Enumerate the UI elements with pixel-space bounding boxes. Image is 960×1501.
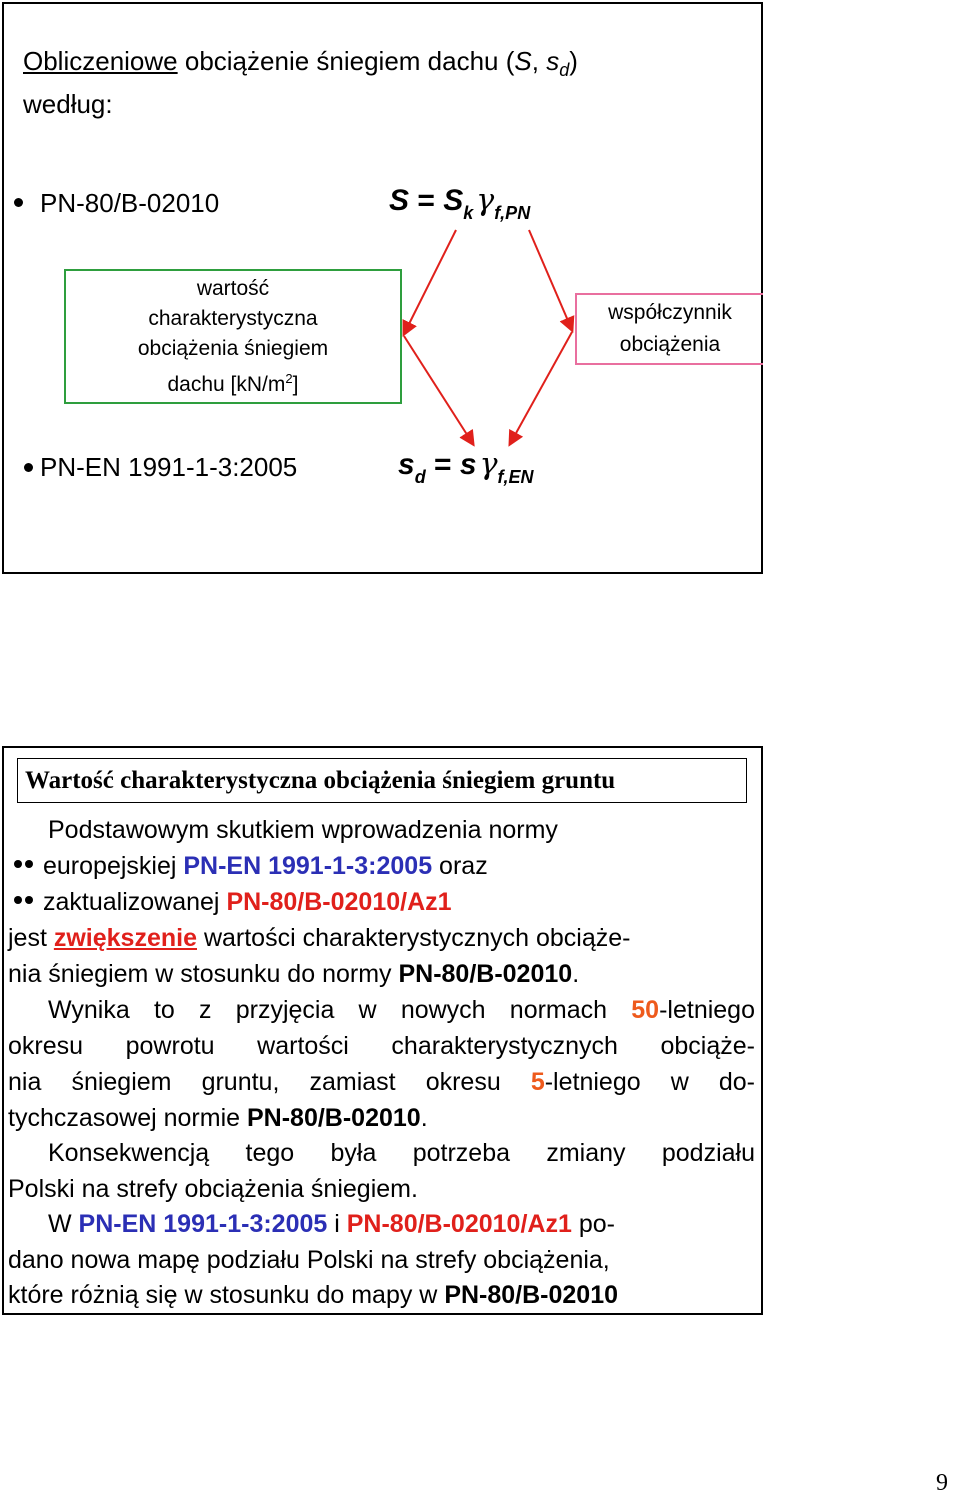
characteristic-value-box: [64, 269, 402, 404]
return-period-50: 50: [631, 996, 660, 1024]
title-text: obciążenie śniegiem dachu (: [177, 46, 515, 76]
p1-line-5: [8, 956, 579, 992]
text: wartości charakterystycznych obciąże-: [197, 924, 631, 952]
text: które różnią się w stosunku do mapy w: [8, 1281, 445, 1309]
green-box-bracket: ]: [292, 372, 299, 396]
p2-line-1: [48, 992, 755, 1028]
formula-en: [398, 445, 534, 497]
bullet-2-dot: [24, 463, 33, 472]
green-box-line-4: dachu [kN/m: [167, 372, 286, 396]
page-number: 9: [936, 1470, 948, 1496]
arrow-bottom-left: [404, 336, 473, 444]
text: oraz: [432, 852, 488, 880]
standard-en-ref-2: PN-EN 1991-1-3:2005: [78, 1210, 328, 1238]
standard-pn-ref-3: PN-80/B-02010: [444, 1281, 619, 1309]
bullet-dot-a2: [25, 860, 33, 868]
p2-line-2: okresu powrotu wartości charakterystycznych obciąże-: [8, 1032, 755, 1060]
text: tychczasowej normie: [8, 1104, 247, 1132]
arrow-bottom-right: [510, 332, 572, 444]
p4-line-3: [8, 1277, 618, 1313]
p4-line-2: dano nowa mapę podziału Polski na strefy obciążenia,: [8, 1246, 610, 1274]
text: zaktualizowanej: [43, 888, 227, 916]
bullet-dot-b2: [25, 896, 33, 904]
text: Wynika to z przyjęcia w nowych normach: [48, 996, 632, 1024]
standard-az1-ref-2: PN-80/B-02010/Az1: [346, 1210, 572, 1238]
load-factor-box: [575, 293, 763, 365]
formula-en-s: s: [398, 448, 415, 481]
text: jest: [8, 924, 54, 952]
text: -letniego w do-: [544, 1068, 755, 1096]
p1-line-3: [43, 884, 452, 920]
pink-box-line-1: współczynnik: [608, 301, 732, 324]
formula-en-s2: s: [459, 448, 477, 481]
p1-line-2: [43, 848, 488, 884]
title-underlined-word: Obliczeniowe: [23, 46, 178, 76]
arrow-top-right: [529, 230, 572, 330]
title-symbol-S: S: [514, 46, 532, 76]
text: nia śniegiem gruntu, zamiast okresu: [8, 1068, 531, 1096]
p1-line-1: Podstawowym skutkiem wprowadzenia normy: [48, 816, 558, 844]
formula-en-d: d: [414, 467, 426, 487]
pink-box-line-2: obciążenia: [619, 333, 721, 356]
formula-en-gamma: γ: [479, 447, 498, 482]
formula-pn-subscript: f,PN: [494, 203, 531, 223]
bullet-dot-b1: [14, 896, 22, 904]
p2-line-4: [8, 1100, 428, 1136]
text: -letniego: [659, 996, 755, 1024]
green-box-line-2: charakterystyczna: [148, 306, 318, 330]
slide-2-title: Wartość charakterystyczna obciążenia śniegiem gruntu: [17, 758, 747, 803]
green-box-line-3: obciążenia śniegiem: [137, 336, 329, 360]
standard-en-ref: PN-EN 1991-1-3:2005: [183, 852, 433, 880]
text: i: [327, 1210, 347, 1238]
standard-pn-ref-2: PN-80/B-02010: [246, 1104, 421, 1132]
bullet-dot-a1: [14, 860, 22, 868]
text: .: [420, 1104, 428, 1132]
text: europejskiej: [43, 852, 184, 880]
title-symbol-s: s: [546, 46, 560, 76]
standard-az1-ref: PN-80/B-02010/Az1: [226, 888, 452, 916]
formula-en-subscript: f,EN: [497, 467, 534, 487]
formula-pn-k: k: [463, 203, 474, 223]
arrow-top-left: [404, 230, 456, 334]
bullet-1-label: PN-80/B-02010: [40, 188, 220, 218]
text: nia śniegiem w stosunku do normy: [8, 960, 399, 988]
green-box-line-1: wartość: [196, 276, 270, 300]
green-box-superscript: 2: [285, 370, 293, 386]
formula-pn-S: S: [389, 184, 410, 217]
title-line-2: według:: [23, 89, 113, 120]
formula-en-equals: =: [425, 448, 460, 481]
standard-pn-ref: PN-80/B-02010: [398, 960, 573, 988]
title-comma: ,: [531, 46, 547, 76]
p2-line-3: [8, 1064, 755, 1100]
title-paren: ): [569, 46, 578, 76]
formula-pn-gamma: γ: [476, 183, 495, 218]
formula-pn-equals: =: [409, 184, 444, 217]
text: W: [48, 1210, 79, 1238]
return-period-5: 5: [530, 1068, 545, 1096]
p3-line-2: Polski na strefy obciążenia śniegiem.: [8, 1175, 418, 1203]
text: po-: [571, 1210, 615, 1238]
title-subscript-d: d: [559, 60, 570, 81]
p4-line-1: [48, 1206, 615, 1242]
formula-pn-Sk: S: [443, 184, 464, 217]
increase-word: zwiększenie: [53, 924, 197, 952]
bullet-2-label: PN-EN 1991-1-3:2005: [40, 452, 298, 482]
p3-line-1: Konsekwencją tego była potrzeba zmiany podziału: [48, 1139, 755, 1167]
p1-line-4: [8, 920, 630, 956]
text: .: [572, 960, 580, 988]
